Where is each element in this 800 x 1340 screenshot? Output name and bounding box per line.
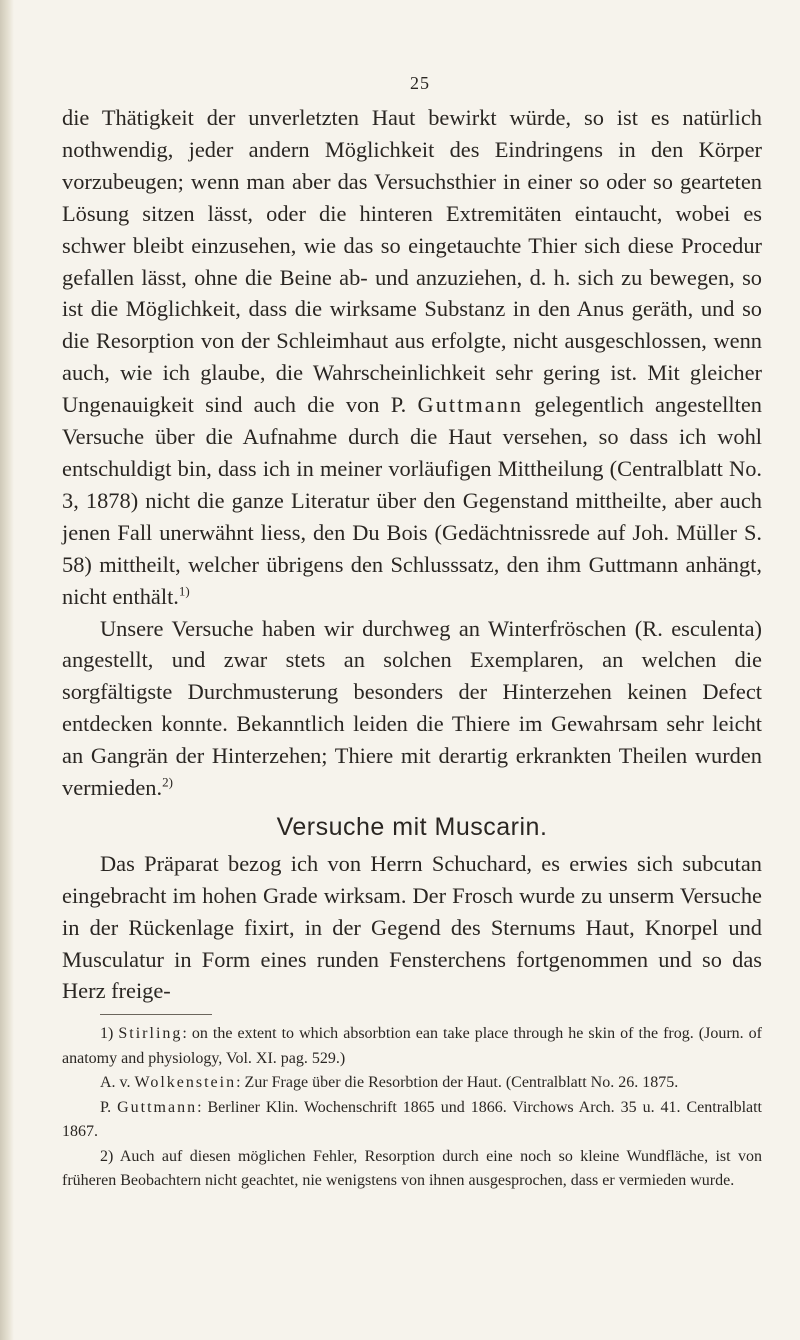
footnote-2 xyxy=(62,1071,762,1096)
page-edge-shadow xyxy=(0,0,14,1340)
footnote-4 xyxy=(62,1145,762,1194)
page-number: 25 xyxy=(410,73,430,93)
text-segment: Das Präparat bezog ich von Herrn Schuchard, es erwies sich subcutan eingebracht im hohen Grade wirksam. Der Frosch wurde zu unserm Versuche in der Rückenlage fixirt, in der Gegend des Sternums Haut, Knorpel und Musculatur in Form eines runden Fensterchens fortgenommen und so das Herz freige- xyxy=(62,850,762,1004)
main-paragraphs xyxy=(62,102,762,804)
text-segment: 2) Auch auf diesen möglichen Fehler, Resorption durch eine noch so kleine Wundfläche, ist von früheren Beobachtern nicht geachtet, nie wenigstens von ihnen ausgesprochen, dass er vermieden wurde. xyxy=(62,1147,762,1189)
footnote-divider xyxy=(100,1014,212,1015)
text-segment: die Thätigkeit der unverletzten Haut bewirkt würde, so ist es natürlich nothwendig, jeder andern Möglichkeit des Eindringens in den Körper vorzubeugen; wenn man aber das Versuchsthier in einer so oder so gearteten Lösung sitzen lässt, oder die hinteren Extremitäten eintaucht, wobei es schwer bleibt einzusehen, wie das so eingetauchte Thier sich diese Procedur gefallen lässt, ohne die Beine ab- und anzuziehen, d. h. sich zu bewegen, so ist die Möglichkeit, dass die wirksame Substanz in den Anus geräth, und so die Resorption von der Schleimhaut aus erfolgte, nicht ausgeschlossen, wenn auch, wie ich glaube, die Wahrscheinlichkeit sehr gering ist. Mit gleicher Ungenauigkeit sind auch die von P. xyxy=(62,105,762,418)
text-segment: : on the extent to which absorbtion ean take place through he skin of the frog. (Journ. of anatomy and physiology, Vol. XI. pag. 529.) xyxy=(62,1025,763,1067)
text-segment: Guttmann xyxy=(417,392,524,418)
section-heading: Versuche mit Muscarin. xyxy=(276,812,548,841)
text-segment: gelegentlich angestellten Versuche über die Aufnahme durch die Haut versehen, so dass ich wohl entschuldigt bin, dass ich in meiner vorläufigen Mittheilung (Centralblatt No. 3, 1878) nicht die ganze Literatur über den Gegenstand mittheilte, aber auch jenen Fall unerwähnt liess, den Du Bois (Gedächtnissrede auf Joh. Müller S. 58) mittheilt, welcher übrigens den Schlusssatz, den ihm Guttmann anhängt, nicht enthält. xyxy=(62,392,762,609)
section-paragraph-1 xyxy=(62,848,762,1008)
section-paragraphs xyxy=(62,848,762,1008)
footnotes xyxy=(62,1022,762,1194)
body-text xyxy=(62,102,762,1007)
footnote-3 xyxy=(62,1096,762,1145)
paragraph-2 xyxy=(62,613,762,804)
text-segment: Unsere Versuche haben wir durchweg an Winterfröschen (R. esculenta) angestellt, und zwar stets an solchen Exemplaren, an welchen die sorgfältigste Durchmusterung besonders der Hinterzehen keinen Defect entdecken konnte. Bekanntlich leiden die Thiere im Gewahrsam sehr leicht an Gangrän der Hinterzehen; Thiere mit derartig erkrankten Theilen wurden vermieden. xyxy=(62,615,762,801)
text-segment: Stirling xyxy=(118,1025,183,1042)
text-segment: Wolkenstein xyxy=(134,1074,237,1091)
footnote-ref: 2) xyxy=(162,774,173,790)
text-segment: : Berliner Klin. Wochenschrift 1865 und 1866. Virchows Arch. 35 u. 41. Centralblatt 1867. xyxy=(62,1098,763,1140)
text-segment: A. v. xyxy=(100,1074,135,1091)
text-segment: 1) xyxy=(100,1025,119,1042)
footnote-1 xyxy=(62,1022,762,1071)
text-segment: Guttmann xyxy=(117,1098,198,1116)
footnote-ref: 1) xyxy=(178,583,190,599)
paragraph-1 xyxy=(62,102,762,613)
text-segment: P. xyxy=(100,1098,118,1116)
text-segment: : Zur Frage über die Resorbtion der Haut. (Centralblatt No. 26. 1875. xyxy=(236,1074,679,1091)
